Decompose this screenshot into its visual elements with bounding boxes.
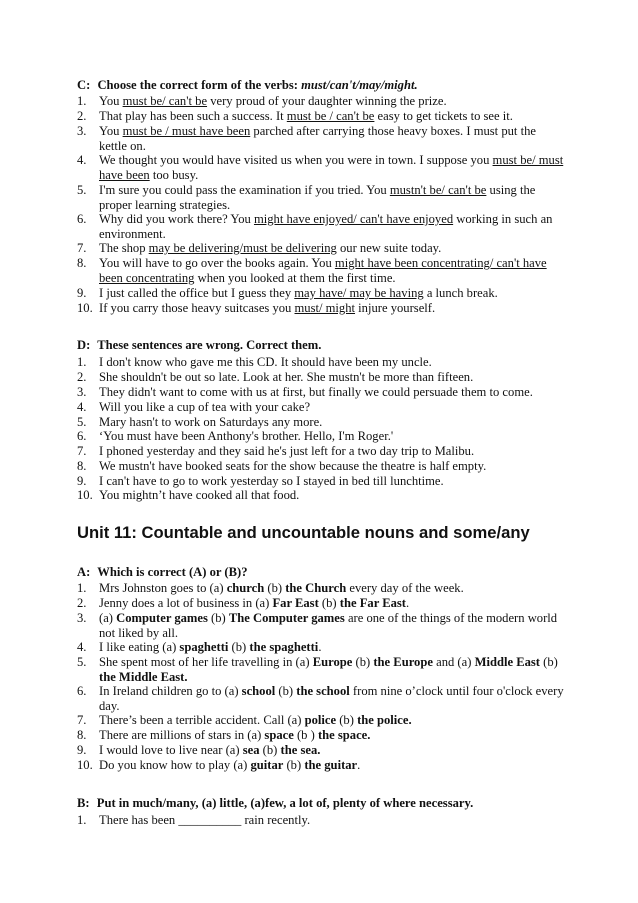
item-text (99, 286, 567, 301)
section-b-heading (77, 796, 577, 811)
section-a-title: Which is correct (A) or (B)? (97, 565, 248, 579)
text-run: (b) (228, 640, 250, 654)
item-number: 7. (77, 241, 87, 255)
item-text (99, 474, 567, 489)
item-number: 1. (77, 355, 87, 369)
item-number: 9. (77, 286, 87, 300)
text-run: Will you like a cup of tea with your cake? (99, 400, 311, 414)
list-item (77, 611, 567, 640)
text-run: (b) (336, 713, 358, 727)
answer-option: the space. (317, 728, 371, 742)
list-item (77, 124, 567, 153)
list-item (77, 109, 567, 124)
item-text (99, 728, 567, 743)
item-number: 1. (77, 94, 87, 108)
verb-choice: might have been concentrating/ can't have been concentrating (99, 256, 547, 285)
text-run: (b) (283, 758, 305, 772)
verb-choice: mustn't be/ can't be (389, 183, 487, 197)
list-item (77, 640, 567, 655)
item-number: 8. (77, 728, 87, 742)
text-run: a lunch break. (423, 286, 498, 300)
item-number: 1. (77, 813, 87, 827)
item-text (99, 684, 567, 713)
text-run: easy to get tickets to see it. (374, 109, 513, 123)
answer-option: guitar (250, 758, 284, 772)
section-c-title: Choose the correct form of the verbs: (97, 78, 298, 92)
answer-blank: __________ (178, 813, 242, 827)
item-text (99, 655, 567, 684)
text-run: I don't know who gave me this CD. It should have been my uncle. (99, 355, 432, 369)
list-item (77, 153, 567, 182)
item-number: 5. (77, 415, 87, 429)
text-run: very proud of your daughter winning the prize. (207, 94, 447, 108)
item-text (99, 256, 567, 285)
text-run: . (406, 596, 410, 610)
text-run: You will have to go over the books again. You (99, 256, 335, 270)
item-text (99, 640, 567, 655)
item-number: 6. (77, 429, 87, 443)
answer-option: church (226, 581, 265, 595)
item-text (99, 212, 567, 241)
list-item (77, 241, 567, 256)
text-run: We thought you would have visited us when you were in town. I suppose you (99, 153, 493, 167)
item-text (99, 444, 567, 459)
item-number: 9. (77, 743, 87, 757)
text-run: I can't have to go to work yesterday so I stayed in bed till lunchtime. (99, 474, 444, 488)
item-text (99, 581, 567, 596)
item-text (99, 596, 567, 611)
item-text (99, 400, 567, 415)
answer-option: the police. (357, 713, 412, 727)
text-run: (a) (99, 611, 117, 625)
item-number: 1. (77, 581, 87, 595)
list-item (77, 743, 567, 758)
answer-option: The Computer games (228, 611, 345, 625)
item-number: 4. (77, 400, 87, 414)
item-number: 5. (77, 183, 87, 197)
answer-option: the school (296, 684, 350, 698)
list-item (77, 429, 567, 444)
list-item (77, 355, 567, 370)
verb-choice: may have/ may be having (294, 286, 424, 300)
answer-option: school (241, 684, 276, 698)
text-run: I would love to live near (a) (99, 743, 243, 757)
text-run: ‘You must have been Anthony's brother. Hello, I'm Roger.' (99, 429, 394, 443)
verb-choice: might have enjoyed/ can't have enjoyed (253, 212, 454, 226)
list-item (77, 728, 567, 743)
text-run: They didn't want to come with us at first, but finally we could persuade them to come. (99, 385, 533, 399)
text-run: She shouldn't be out so late. Look at her. She mustn't be more than fifteen. (99, 370, 474, 384)
section-c-heading (77, 78, 577, 93)
text-run: from nine o’clock until four o'clock every day. (99, 684, 564, 713)
list-item (77, 459, 567, 474)
list-item (77, 444, 567, 459)
item-number: 3. (77, 124, 87, 138)
answer-option: Computer games (116, 611, 208, 625)
verb-choice: must/ might (294, 301, 356, 315)
text-run: (b) (318, 596, 340, 610)
text-run: I like eating (a) (99, 640, 180, 654)
list-item (77, 684, 567, 713)
text-run: when you looked at them the first time. (194, 270, 396, 285)
list-item (77, 256, 567, 285)
answer-option: space (264, 728, 294, 742)
text-run: There has been (99, 813, 179, 827)
item-number: 8. (77, 256, 87, 270)
item-number: 6. (77, 684, 87, 698)
item-text (99, 713, 567, 728)
text-run: injure yourself. (355, 301, 436, 315)
list-item (77, 581, 567, 596)
section-b-letter: B: (77, 796, 90, 810)
text-run: I phoned yesterday and they said he's just left for a two day trip to Malibu. (99, 444, 475, 458)
item-number: 9. (77, 474, 87, 488)
answer-option: the guitar (304, 758, 358, 772)
section-a-letter: A: (77, 565, 91, 579)
item-text (99, 241, 567, 256)
item-number: 10. (77, 488, 93, 502)
item-text (99, 743, 567, 758)
text-run: working in such an environment. (99, 212, 553, 241)
text-run: The shop (99, 241, 149, 255)
text-run: Why did you work there? You (99, 212, 254, 226)
item-number: 6. (77, 212, 87, 226)
item-text (99, 415, 567, 430)
verb-choice: must be/ must have been (99, 153, 564, 182)
text-run: (b) (207, 611, 229, 625)
text-run: our new suite today. (336, 241, 442, 255)
item-number: 2. (77, 370, 87, 384)
item-number: 8. (77, 459, 87, 473)
unit-title: Unit 11: Countable and uncountable nouns and some/any (77, 523, 530, 542)
list-item (77, 286, 567, 301)
answer-option: Far East (272, 596, 319, 610)
list-item (77, 488, 567, 503)
text-run: She spent most of her life travelling in (a) (99, 655, 313, 669)
text-run: You mightn’t have cooked all that food. (99, 488, 300, 502)
text-run: Mrs Johnston goes to (a) (99, 581, 227, 595)
list-item (77, 385, 567, 400)
list-item (77, 596, 567, 611)
item-number: 2. (77, 109, 87, 123)
item-number: 7. (77, 444, 87, 458)
verb-choice: must be / can't be (286, 109, 375, 123)
item-number: 7. (77, 713, 87, 727)
text-run: You (99, 124, 123, 138)
item-text (99, 124, 567, 153)
item-text (99, 459, 567, 474)
list-item (77, 813, 567, 828)
verb-choice: must be / must have been (122, 124, 251, 138)
item-text (99, 301, 567, 316)
answer-option: the sea. (280, 743, 321, 757)
list-item (77, 415, 567, 430)
section-c-title-emphasis: must/can't/may/might. (301, 78, 418, 92)
list-item (77, 655, 567, 684)
item-text (99, 385, 567, 400)
list-item (77, 94, 567, 109)
item-number: 4. (77, 640, 87, 654)
text-run: (b) (259, 743, 281, 757)
item-text (99, 370, 567, 385)
section-b-title: Put in much/many, (a) little, (a)few, a lot of, plenty of where necessary. (96, 796, 474, 810)
item-text (99, 611, 567, 640)
verb-choice: may be delivering/must be delivering (148, 241, 337, 255)
item-number: 5. (77, 655, 87, 669)
item-number: 3. (77, 611, 87, 625)
item-text (99, 183, 567, 212)
list-item (77, 370, 567, 385)
list-item (77, 713, 567, 728)
section-d-letter: D: (77, 338, 91, 352)
text-run: (b) (275, 684, 297, 698)
item-text (99, 153, 567, 182)
item-number: 10. (77, 758, 93, 772)
section-c-letter: C: (77, 78, 91, 92)
text-run: I'm sure you could pass the examination if you tried. You (99, 183, 390, 197)
text-run: There’s been a terrible accident. Call (a) (99, 713, 305, 727)
item-number: 2. (77, 596, 87, 610)
section-d-title: These sentences are wrong. Correct them. (97, 338, 322, 352)
text-run: are one of the things of the modern world not liked by all. (99, 611, 558, 640)
text-run: You (99, 94, 123, 108)
text-run: . (357, 758, 361, 772)
list-item (77, 474, 567, 489)
item-text (99, 109, 567, 124)
text-run: We mustn't have booked seats for the show because the theatre is half empty. (99, 459, 487, 473)
item-number: 4. (77, 153, 87, 167)
item-text (99, 429, 567, 444)
answer-option: spaghetti (179, 640, 229, 654)
text-run: parched after carrying those heavy boxes. I must put the kettle on. (99, 124, 536, 153)
list-item (77, 301, 567, 316)
section-d-heading (77, 338, 577, 353)
section-a-heading (77, 565, 577, 580)
answer-option: police (304, 713, 337, 727)
answer-option: Europe (312, 655, 353, 669)
text-run: (b) (264, 581, 286, 595)
text-run: using the proper learning strategies. (99, 183, 536, 212)
list-item (77, 400, 567, 415)
list-item (77, 758, 567, 773)
item-text (99, 813, 567, 828)
item-text (99, 758, 567, 773)
answer-option: the Church (285, 581, 347, 595)
item-text (99, 94, 567, 109)
text-run: and (a) (432, 655, 475, 669)
text-run: (b) (540, 655, 558, 669)
text-run: (b) (352, 655, 374, 669)
answer-option: sea (242, 743, 260, 757)
item-text (99, 488, 567, 503)
text-run: If you carry those heavy suitcases you (99, 301, 295, 315)
text-run: every day of the week. (346, 581, 464, 595)
item-number: 3. (77, 385, 87, 399)
answer-option: the Far East (339, 596, 406, 610)
text-run: In Ireland children go to (a) (99, 684, 242, 698)
list-item (77, 183, 567, 212)
text-run: I just called the office but I guess they (99, 286, 295, 300)
text-run: . (318, 640, 322, 654)
item-text (99, 355, 567, 370)
answer-option: the Middle East. (99, 669, 188, 684)
text-run: (b ) (293, 728, 318, 742)
answer-option: the Europe (373, 655, 433, 669)
item-number: 10. (77, 301, 93, 315)
text-run: Do you know how to play (a) (99, 758, 251, 772)
text-run: too busy. (149, 167, 199, 182)
text-run: That play has been such a success. It (99, 109, 287, 123)
text-run: Jenny does a lot of business in (a) (99, 596, 273, 610)
verb-choice: must be/ can't be (122, 94, 208, 108)
text-run: There are millions of stars in (a) (99, 728, 265, 742)
list-item (77, 212, 567, 241)
text-run: Mary hasn't to work on Saturdays any more. (99, 415, 323, 429)
answer-option: the spaghetti (249, 640, 319, 654)
text-run: rain recently. (241, 813, 311, 827)
answer-option: Middle East (474, 655, 540, 669)
